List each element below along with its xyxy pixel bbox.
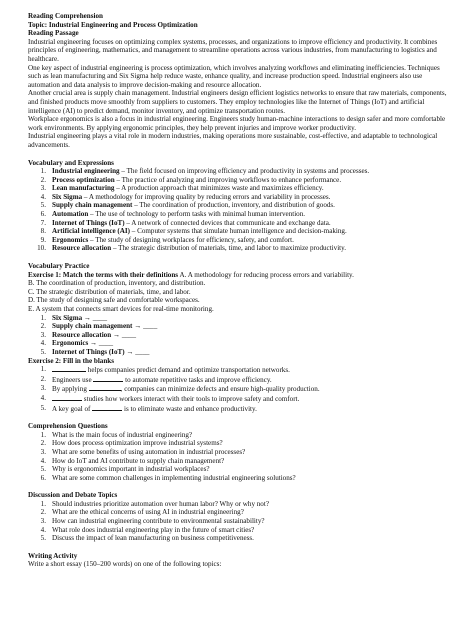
discussion-item bbox=[28, 508, 448, 517]
vocabulary-definition: – A network of connected devices that communicate and exchange data. bbox=[124, 218, 331, 227]
item-number: 6. bbox=[40, 473, 46, 482]
sentence-end: helps companies predict demand and optimize transportation networks. bbox=[86, 366, 290, 375]
item-number: 4. bbox=[40, 192, 46, 201]
question-text: What is the main focus of industrial engineering? bbox=[52, 430, 193, 439]
topic-line: Topic: Industrial Engineering and Process Optimization bbox=[28, 20, 198, 29]
item-number: 1. bbox=[40, 499, 46, 508]
match-option: E. A system that connects smart devices for real-time monitoring. bbox=[28, 305, 214, 313]
match-option: B. The coordination of production, inventory, and distribution. bbox=[28, 279, 206, 288]
fill-blank-line[interactable] bbox=[52, 365, 86, 372]
match-option: C. The strategic distribution of materials, time, and labor. bbox=[28, 287, 191, 296]
reading-passage bbox=[28, 38, 448, 150]
document-title: Reading Comprehension bbox=[28, 12, 103, 20]
vocabulary-definition: – The field focused on improving efficiency and productivity in systems and processes. bbox=[119, 167, 370, 176]
discussion-text: Should industries prioritize automation over human labor? Why or why not? bbox=[52, 499, 269, 508]
discussion-text: What are the ethical concerns of using AI in industrial engineering? bbox=[52, 508, 244, 517]
question-item bbox=[28, 431, 448, 440]
fill-blank-item bbox=[28, 404, 448, 414]
vocabulary-term: Automation bbox=[52, 210, 89, 219]
question-text: How do IoT and AI contribute to supply chain management? bbox=[52, 456, 225, 465]
item-number: 7. bbox=[40, 218, 46, 227]
item-number: 3. bbox=[40, 330, 46, 339]
match-option: D. The study of designing safe and comfortable workspaces. bbox=[28, 296, 200, 305]
fill-blank-line[interactable] bbox=[89, 384, 121, 391]
item-number: 3. bbox=[40, 517, 46, 526]
fill-blank-line[interactable] bbox=[52, 394, 82, 401]
match-term-item bbox=[28, 348, 448, 357]
vocabulary-item bbox=[28, 219, 448, 228]
question-text: Why is ergonomics important in industrial workplaces? bbox=[52, 465, 210, 474]
vocabulary-definition: – The use of technology to perform tasks with minimal human intervention. bbox=[88, 210, 306, 219]
match-term: Supply chain management bbox=[52, 322, 133, 331]
comprehension-section bbox=[28, 422, 448, 482]
discussion-list bbox=[28, 500, 448, 543]
vocabulary-definition: – Computer systems that simulate human intelligence and decision-making. bbox=[130, 227, 347, 236]
item-number: 5. bbox=[40, 403, 46, 412]
vocabulary-item bbox=[28, 176, 448, 185]
vocabulary-practice-section bbox=[28, 262, 448, 413]
item-number: 5. bbox=[40, 465, 46, 474]
sentence-end: studies how workers interact with their tools to improve safety and comfort. bbox=[82, 394, 300, 403]
passage-paragraph: Another crucial area is supply chain management. Industrial engineers design efficient logistics networks to ensure that raw materials, components, and finished products move smoothly from suppliers to customers. They employ technologies like the Internet of Things (IoT) and artificial intelligence (AI) to predict demand, monitor inventory, and optimize transportation routes. bbox=[28, 89, 447, 115]
fill-blank-item bbox=[28, 384, 448, 394]
vocabulary-term: Six Sigma bbox=[52, 192, 83, 201]
vocabulary-item bbox=[28, 236, 448, 245]
item-number: 1. bbox=[40, 313, 46, 322]
discussion-section bbox=[28, 491, 448, 543]
fill-blank-item bbox=[28, 375, 448, 385]
vocabulary-definition: – A methodology for improving quality by reducing errors and variability in processes. bbox=[82, 192, 331, 201]
item-number: 2. bbox=[40, 175, 46, 184]
question-text: What are some common challenges in implementing industrial engineering solutions? bbox=[52, 473, 296, 482]
sentence-start: Engineers use bbox=[52, 375, 94, 384]
item-number: 4. bbox=[40, 525, 46, 534]
practice-heading: Vocabulary Practice bbox=[28, 262, 90, 271]
vocabulary-term: Lean manufacturing bbox=[52, 184, 115, 193]
item-number: 4. bbox=[40, 393, 46, 402]
question-item bbox=[28, 457, 448, 466]
match-term-item bbox=[28, 314, 448, 323]
question-item bbox=[28, 474, 448, 483]
discussion-item bbox=[28, 517, 448, 526]
match-terms-list bbox=[28, 314, 448, 357]
discussion-heading: Discussion and Debate Topics bbox=[28, 491, 118, 500]
question-item bbox=[28, 465, 448, 474]
match-term: Ergonomics bbox=[52, 339, 89, 348]
item-number: 3. bbox=[40, 447, 46, 456]
exercise-1-intro bbox=[28, 271, 448, 280]
sentence-end: , companies can minimize defects and ensure high-quality production. bbox=[120, 385, 320, 394]
item-number: 2. bbox=[40, 439, 46, 448]
match-term-item bbox=[28, 339, 448, 348]
passage-paragraph: Workplace ergonomics is also a focus in industrial engineering. Engineers study human-machine interactions to design safer and more comfortable work environments. By applying ergonomic principles, they help prevent injuries and improve worker productivity. bbox=[28, 115, 446, 132]
vocabulary-item bbox=[28, 201, 448, 210]
vocabulary-term: Resource allocation bbox=[52, 244, 112, 253]
vocabulary-item bbox=[28, 210, 448, 219]
vocabulary-item bbox=[28, 167, 448, 176]
match-answer-blank[interactable]: → ____ bbox=[132, 322, 158, 331]
passage-paragraph: Industrial engineering focuses on optimizing complex systems, processes, and organizations to improve efficiency and productivity. It combines principles of engineering, mathematics, and management to streamline operations across various industries, from manufacturing to logistics and healthcare. bbox=[28, 37, 438, 63]
item-number: 5. bbox=[40, 201, 46, 210]
vocabulary-term: Internet of Things (IoT) bbox=[52, 218, 125, 227]
item-number: 2. bbox=[40, 508, 46, 517]
sentence-start: By applying bbox=[52, 385, 89, 394]
match-term-item bbox=[28, 331, 448, 340]
vocabulary-definition: – The coordination of production, inventory, and distribution of goods. bbox=[132, 201, 335, 210]
fill-blank-line[interactable] bbox=[93, 375, 123, 382]
item-number: 2. bbox=[40, 374, 46, 383]
sentence-end: is to eliminate waste and enhance productivity. bbox=[122, 404, 257, 413]
discussion-item bbox=[28, 500, 448, 509]
fill-blank-item bbox=[28, 365, 448, 375]
fill-blanks-list bbox=[28, 365, 448, 413]
discussion-item bbox=[28, 534, 448, 543]
writing-section bbox=[28, 552, 448, 569]
match-answer-blank[interactable]: → ____ bbox=[82, 313, 107, 322]
match-term: Resource allocation bbox=[52, 330, 112, 339]
vocabulary-definition: – The strategic distribution of materials, time, and labor to maximize productivity. bbox=[111, 244, 346, 253]
match-term: Internet of Things (IoT) bbox=[52, 347, 125, 356]
vocabulary-term: Artificial intelligence (AI) bbox=[52, 227, 131, 236]
vocabulary-item bbox=[28, 227, 448, 236]
discussion-text: What role does industrial engineering play in the future of smart cities? bbox=[52, 525, 255, 534]
question-item bbox=[28, 439, 448, 448]
match-term: Six Sigma bbox=[52, 313, 83, 322]
vocabulary-item bbox=[28, 184, 448, 193]
item-number: 4. bbox=[40, 339, 46, 348]
vocabulary-term: Process optimization bbox=[52, 175, 115, 184]
vocabulary-list bbox=[28, 167, 448, 253]
match-term-item bbox=[28, 322, 448, 331]
vocabulary-section bbox=[28, 159, 448, 254]
match-answer-blank[interactable]: → ____ bbox=[88, 339, 114, 348]
vocabulary-term: Industrial engineering bbox=[52, 167, 120, 176]
vocabulary-heading: Vocabulary and Expressions bbox=[28, 158, 114, 167]
vocabulary-term: Ergonomics bbox=[52, 235, 89, 244]
vocabulary-definition: – The practice of analyzing and improving workflows to enhance performance. bbox=[114, 175, 342, 184]
question-item bbox=[28, 448, 448, 457]
item-number: 9. bbox=[40, 235, 46, 244]
discussion-text: How can industrial engineering contribute to environmental sustainability? bbox=[52, 517, 265, 526]
question-text: What are some benefits of using automation in industrial processes? bbox=[52, 447, 246, 456]
exercise-2-heading: Exercise 2: Fill in the blanks bbox=[28, 356, 114, 365]
vocabulary-item bbox=[28, 244, 448, 253]
question-text: How does process optimization improve industrial systems? bbox=[52, 439, 223, 448]
fill-blank-item bbox=[28, 394, 448, 404]
item-number: 1. bbox=[40, 365, 46, 374]
match-answer-blank[interactable]: → ____ bbox=[124, 347, 150, 356]
writing-instructions: Write a short essay (150–200 words) on one of the following topics: bbox=[28, 560, 222, 569]
vocabulary-definition: – A production approach that minimizes waste and maximizes efficiency. bbox=[114, 184, 324, 193]
item-number: 1. bbox=[40, 167, 46, 176]
vocabulary-definition: – The study of designing workplaces for efficiency, safety, and comfort. bbox=[88, 235, 294, 244]
passage-paragraph: One key aspect of industrial engineering is process optimization, which involves analyzing workflows and eliminating inefficiencies. Techniques such as lean manufacturing and Six Sigma help reduce waste, enhance quality, and increase production speed. Industrial engineers also use automation and data analysis to improve decision-making and resource allocation. bbox=[28, 63, 440, 89]
item-number: 5. bbox=[40, 347, 46, 356]
sentence-start: A key goal of bbox=[52, 404, 93, 413]
comprehension-heading: Comprehension Questions bbox=[28, 422, 108, 431]
item-number: 3. bbox=[40, 384, 46, 393]
item-number: 3. bbox=[40, 184, 46, 193]
match-answer-blank[interactable]: → ____ bbox=[111, 330, 136, 339]
item-number: 10. bbox=[37, 244, 46, 253]
item-number: 4. bbox=[40, 456, 46, 465]
item-number: 1. bbox=[40, 430, 46, 439]
item-number: 5. bbox=[40, 534, 46, 543]
exercise-1-heading: Exercise 1: Match the terms with their definitions bbox=[28, 270, 179, 279]
vocabulary-item bbox=[28, 193, 448, 202]
comprehension-list bbox=[28, 431, 448, 483]
match-option: A. A methodology for reducing process errors and variability. bbox=[178, 270, 354, 279]
writing-heading: Writing Activity bbox=[28, 551, 78, 560]
discussion-item bbox=[28, 526, 448, 535]
passage-paragraph: Industrial engineering plays a vital role in modern industries, making operations more sustainable, cost-effective, and adaptable to technological advancements. bbox=[28, 132, 438, 149]
vocabulary-term: Supply chain management bbox=[52, 201, 133, 210]
item-number: 8. bbox=[40, 227, 46, 236]
item-number: 2. bbox=[40, 322, 46, 331]
discussion-text: Discuss the impact of lean manufacturing on business competitiveness. bbox=[52, 534, 254, 543]
item-number: 6. bbox=[40, 210, 46, 219]
fill-blank-line[interactable] bbox=[92, 404, 122, 411]
passage-heading: Reading Passage bbox=[28, 29, 79, 38]
sentence-end: to automate repetitive tasks and improve efficiency. bbox=[123, 375, 272, 384]
